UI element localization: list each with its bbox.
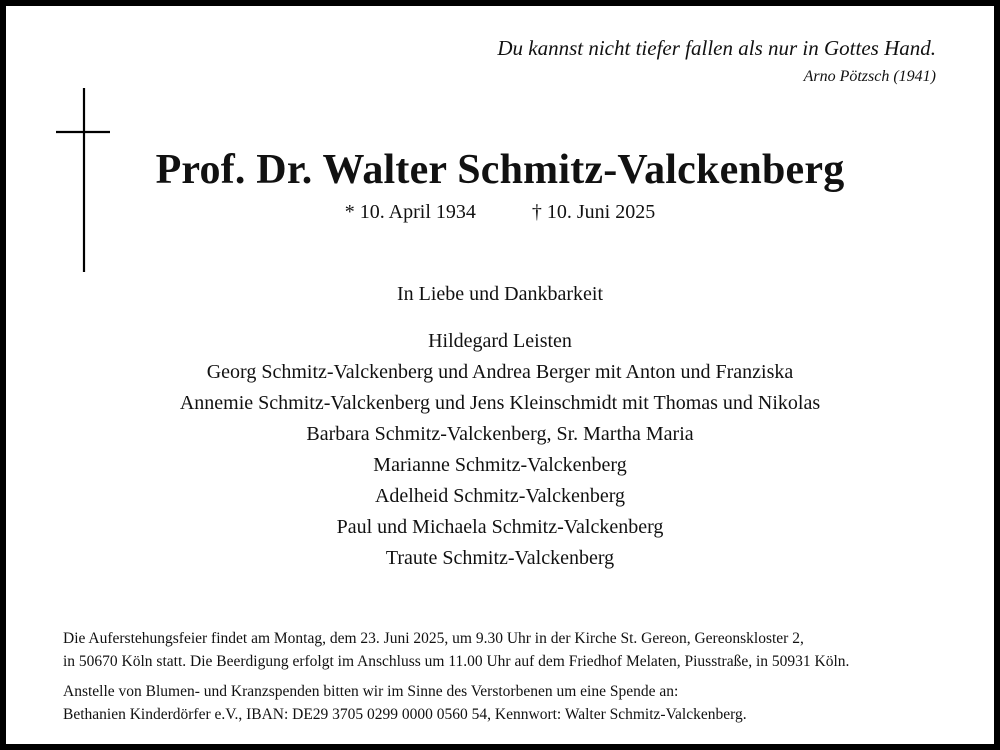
- funeral-info: [63, 627, 963, 726]
- dedication-text: In Liebe und Dankbarkeit: [396, 283, 604, 305]
- mourner-line: Traute Schmitz-Valckenberg: [385, 547, 615, 569]
- mourner-line: Georg Schmitz-Valckenberg und Andrea Berger mit Anton und Franziska: [206, 361, 794, 383]
- mourner-line: Annemie Schmitz-Valckenberg und Jens Kleinschmidt mit Thomas und Nikolas: [179, 392, 821, 414]
- donation-notice: [63, 680, 963, 726]
- mourner-line: Paul und Michaela Schmitz-Valckenberg: [336, 516, 664, 538]
- donation-line: Bethanien Kinderdörfer e.V., IBAN: DE29 3705 0299 0000 0560 54, Kennwort: Walter Schmitz-Valckenberg.: [63, 706, 747, 723]
- quote-author: Arno Pötzsch (1941): [803, 68, 936, 85]
- ceremony-notice: [63, 627, 963, 673]
- deceased-name: Prof. Dr. Walter Schmitz-Valckenberg: [155, 147, 845, 193]
- mourner-line: Barbara Schmitz-Valckenberg, Sr. Martha Maria: [306, 423, 694, 445]
- mourner-line: Hildegard Leisten: [428, 330, 572, 352]
- mourners-list: [6, 326, 994, 574]
- birth-date: * 10. April 1934: [344, 201, 476, 223]
- life-dates: [6, 201, 994, 224]
- death-date: † 10. Juni 2025: [531, 201, 656, 223]
- quote-text: Du kannst nicht tiefer fallen als nur in Gottes Hand.: [497, 36, 936, 60]
- ceremony-line: Die Auferstehungsfeier findet am Montag, dem 23. Juni 2025, um 9.30 Uhr in der Kirche St. Gereon, Gereonskloster 2,: [63, 630, 804, 647]
- donation-line: Anstelle von Blumen- und Kranzspenden bitten wir im Sinne des Verstorbenen um eine Spende an:: [63, 683, 679, 700]
- mourner-line: Adelheid Schmitz-Valckenberg: [374, 485, 626, 507]
- mourner-line: Marianne Schmitz-Valckenberg: [373, 454, 627, 476]
- ceremony-line: in 50670 Köln statt. Die Beerdigung erfolgt im Anschluss um 11.00 Uhr auf dem Friedhof Melaten, Piusstraße, in 50931 Köln.: [63, 653, 850, 670]
